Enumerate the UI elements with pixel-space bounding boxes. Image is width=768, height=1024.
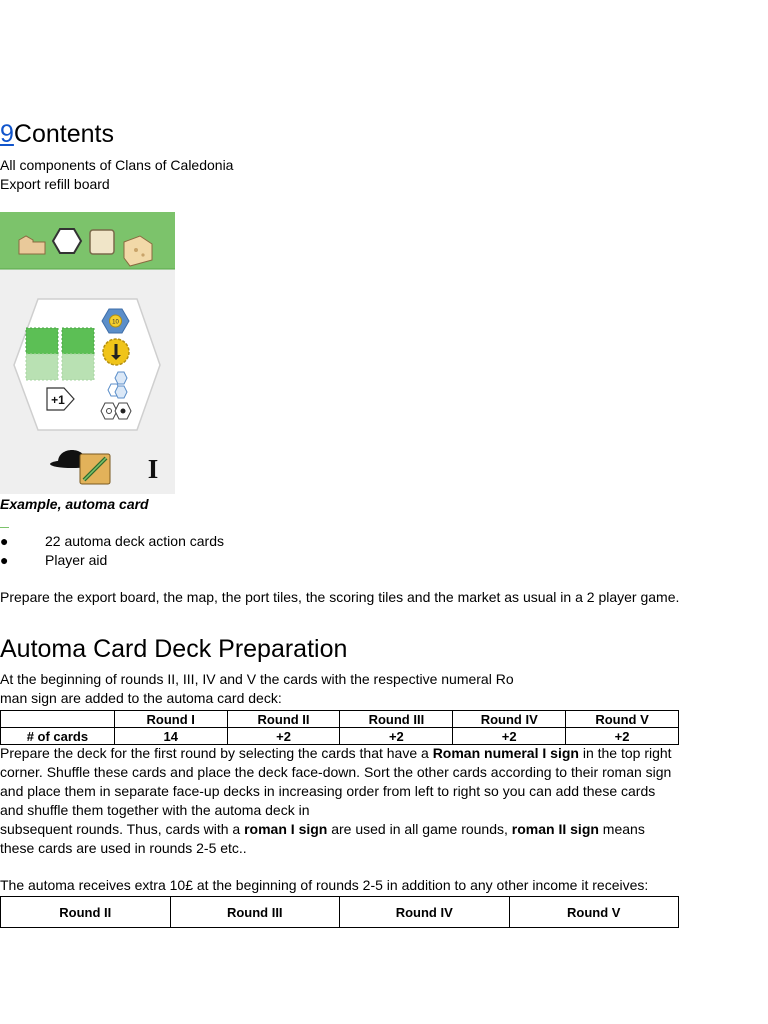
para-text: in the top right corner. Shuffle these cards and place the deck face-down. Sort the other cards according to their roman sign and place them in separate face-up decks in increasing order from left to right so you can add these cards and shuffle them together with the automa deck in	[0, 745, 672, 818]
table-cell: Round V	[509, 897, 679, 928]
contents-title: Contents	[13, 120, 114, 148]
list-item-text: 22 automa deck action cards	[45, 533, 224, 549]
hexagon-tile-icon	[53, 229, 81, 253]
para-bold: roman I sign	[244, 821, 328, 837]
cards-per-round-table	[0, 710, 679, 745]
bullet-icon: ●	[0, 533, 9, 549]
para-bold: roman II sign	[511, 821, 599, 837]
table-header-row	[1, 711, 679, 728]
list-item	[0, 551, 107, 570]
contract-card-icon	[80, 454, 110, 484]
coin-label: 10	[112, 319, 119, 326]
table-cell: Round I	[114, 711, 227, 728]
table-cell: Round IV	[340, 897, 510, 928]
table-cell: Round II	[1, 897, 171, 928]
para-bold: Roman numeral I sign	[432, 745, 579, 761]
para-text: subsequent rounds. Thus, cards with a	[0, 821, 245, 837]
list-item	[0, 532, 224, 551]
image-caption: Example, automa card	[0, 496, 149, 512]
table-cell: Round II	[227, 711, 340, 728]
bullet-icon: ●	[0, 552, 9, 568]
table-cell: Round IV	[453, 711, 566, 728]
automa-card-image	[0, 212, 175, 494]
card-icon	[90, 230, 114, 254]
table-row	[1, 728, 679, 745]
income-table	[0, 896, 679, 928]
prepare-paragraph: Prepare the export board, the map, the port tiles, the scoring tiles and the market as usual in a 2 player game.	[0, 589, 680, 605]
section-number-link[interactable]: 9	[0, 120, 14, 148]
deck-prep-intro-2: man sign are added to the automa card deck:	[0, 690, 282, 706]
contents-line-1: All components of Clans of Caledonia	[0, 157, 234, 173]
plus-one-label: +1	[51, 393, 65, 407]
medal-icon	[103, 339, 129, 365]
table-cell: Round III	[170, 897, 340, 928]
table-cell: +2	[566, 728, 679, 745]
roman-numeral-label: I	[147, 454, 159, 484]
contents-heading	[0, 119, 114, 149]
contents-line-2: Export refill board	[0, 176, 110, 192]
deck-prep-paragraph	[0, 744, 680, 858]
automa-card-art	[0, 212, 175, 494]
deck-prep-intro-1: At the beginning of rounds II, III, IV and V the cards with the respective numeral Ro	[0, 671, 514, 687]
para-text: are used in all game rounds,	[327, 821, 512, 837]
table-cell: # of cards	[1, 728, 115, 745]
table-header-row	[1, 897, 679, 928]
table-cell: +2	[453, 728, 566, 745]
table-cell	[1, 711, 115, 728]
table-cell: 14	[114, 728, 227, 745]
caption-underline	[0, 527, 9, 528]
table-cell: +2	[227, 728, 340, 745]
table-cell: Round III	[340, 711, 453, 728]
income-paragraph: The automa receives extra 10£ at the beginning of rounds 2-5 in addition to any other income it receives:	[0, 877, 649, 893]
list-item-text: Player aid	[45, 552, 108, 568]
para-text: Prepare the deck for the first round by selecting the cards that have a	[0, 745, 433, 761]
table-cell: +2	[340, 728, 453, 745]
table-cell: Round V	[566, 711, 679, 728]
deck-prep-heading: Automa Card Deck Preparation	[0, 635, 348, 663]
para-text: means these cards are used in rounds 2-5 etc..	[0, 821, 645, 856]
